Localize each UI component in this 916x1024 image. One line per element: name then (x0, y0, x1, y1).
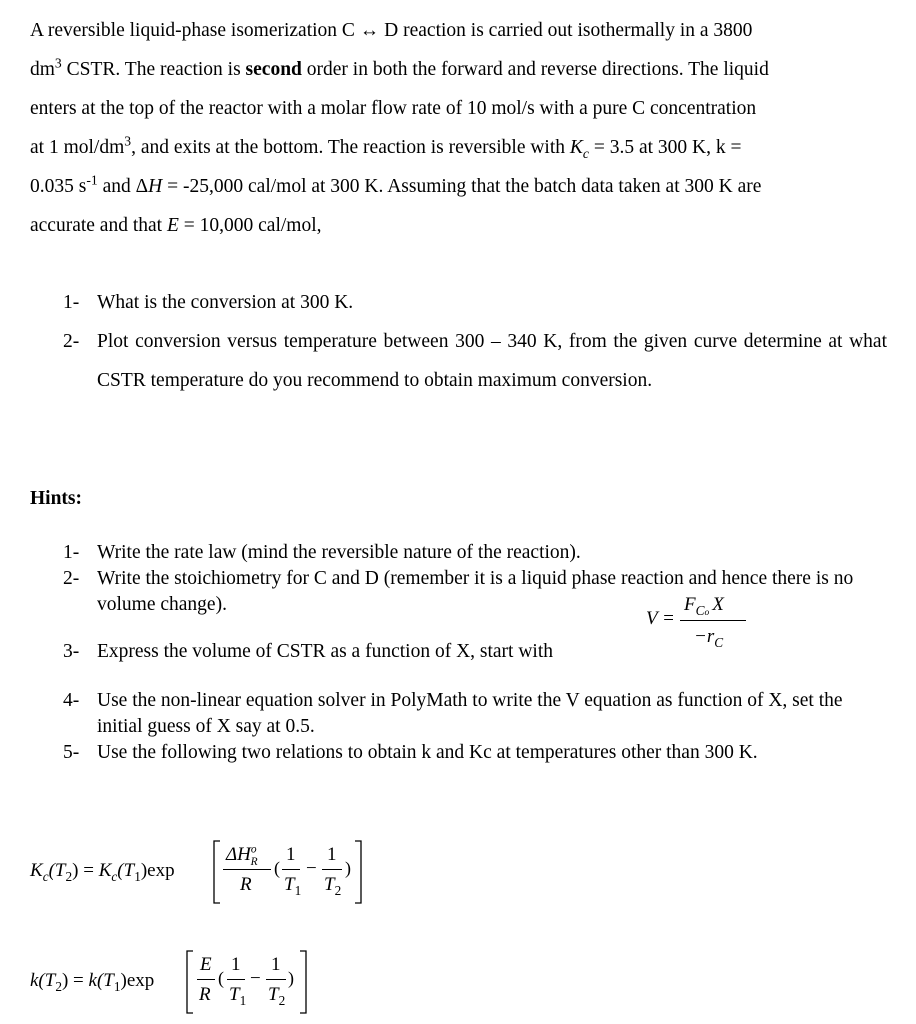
text: , and exits at the bottom. The reaction is reversible with (131, 137, 570, 158)
item-number: 4- (63, 690, 80, 711)
gas-constant: R (199, 984, 211, 1005)
fraction-bar (282, 869, 300, 870)
text: order in both the forward and reverse directions. The liquid (301, 59, 769, 80)
close-paren: ) (345, 858, 351, 878)
one: 1 (327, 844, 337, 865)
temp-symbol: (T (117, 860, 135, 881)
hint-list-top (63, 540, 887, 618)
temp-symbol: T (324, 874, 335, 895)
hint-item (63, 740, 887, 766)
problem-line-2 (30, 50, 888, 89)
hint-item-3 (63, 639, 623, 665)
superscript: 3 (54, 55, 62, 71)
t1 (229, 984, 246, 1006)
one: 1 (286, 844, 296, 865)
temp-symbol: T (229, 984, 240, 1005)
open-paren: ( (274, 858, 280, 878)
subscript: C (714, 634, 724, 650)
open-paren: ( (218, 968, 224, 988)
item-number: 3- (63, 641, 80, 662)
fraction-bar (322, 869, 342, 870)
subscript: c (111, 868, 118, 884)
text: ) = (61, 970, 89, 991)
subscript: R (250, 855, 258, 868)
conversion-symbol: X (712, 594, 724, 615)
text: = 3.5 at 300 K, k = (588, 137, 742, 158)
enthalpy-symbol: H (148, 176, 163, 197)
hint-item (63, 540, 887, 566)
right-bracket (353, 840, 363, 904)
rate-constant: k(T (88, 970, 114, 991)
item-number: 1- (63, 542, 80, 563)
energy-symbol: E (166, 215, 179, 236)
temp-symbol: (T (48, 860, 66, 881)
problem-line-3: enters at the top of the reactor with a molar flow rate of 10 mol/s with a pure C concentration (30, 98, 757, 119)
question-item (63, 322, 887, 400)
subscript: C (695, 602, 705, 618)
k-lhs (30, 970, 154, 992)
item-number: 2- (63, 331, 80, 352)
rate-constant: k(T (30, 970, 56, 991)
one: 1 (271, 954, 281, 975)
fraction-bar (227, 979, 245, 980)
text: at 1 mol/dm (30, 137, 125, 158)
subscript: 1 (134, 868, 141, 884)
left-bracket (212, 840, 222, 904)
t1 (284, 874, 301, 896)
fraction-bar (680, 620, 746, 621)
rate-symbol: −r (694, 626, 715, 647)
fraction-bar (197, 979, 215, 980)
hint-item (63, 639, 623, 665)
temp-symbol: T (268, 984, 279, 1005)
item-text: Write the rate law (mind the reversible nature of the reaction). (97, 542, 581, 563)
question-item (63, 283, 887, 322)
text: accurate and that (30, 215, 167, 236)
hint-list-bottom (63, 688, 887, 766)
flow-symbol: F (684, 594, 696, 615)
superscript: 3 (124, 133, 132, 149)
volume-lhs: V = (646, 608, 675, 629)
problem-line-5 (30, 167, 888, 206)
kc-symbol: K (569, 137, 583, 158)
fraction-bar (266, 979, 286, 980)
subscript: 2 (55, 978, 62, 994)
exp-text: )exp (140, 860, 175, 881)
left-bracket (185, 950, 195, 1014)
hints-heading: Hints: (30, 488, 83, 509)
enthalpy-symbol: ΔH (226, 844, 251, 865)
subscript: 1 (239, 992, 247, 1008)
subscript: c (42, 868, 49, 884)
exp-text: )exp (120, 970, 155, 991)
kc-equation (30, 838, 390, 908)
item-number: 2- (63, 568, 80, 589)
subscript: c (582, 145, 589, 161)
kc-numerator (226, 844, 258, 866)
problem-line-4 (30, 128, 888, 167)
text: 0.035 s (30, 176, 87, 197)
volume-equation (646, 594, 756, 656)
text: = -25,000 cal/mol at 300 K. Assuming that the batch data taken at 300 K are (162, 176, 762, 197)
t2 (268, 984, 285, 1006)
close-paren: ) (288, 968, 294, 988)
text: = 10,000 cal/mol, (178, 215, 322, 236)
item-text: What is the conversion at 300 K. (97, 292, 354, 313)
gas-constant: R (240, 874, 252, 895)
item-text: Use the non-linear equation solver in PolyMath to write the V equation as function of X, set the initial guess of X say at 0.5. (97, 690, 843, 737)
bold-text: second (245, 59, 302, 80)
item-number: 5- (63, 742, 80, 763)
text: CSTR. The reaction is (61, 59, 246, 80)
item-number: 1- (63, 292, 80, 313)
temp-symbol: T (284, 874, 295, 895)
kc-lhs (30, 860, 175, 882)
subscript: o (704, 607, 710, 618)
volume-denominator (694, 626, 723, 648)
subscript: 1 (294, 882, 302, 898)
k-equation (30, 948, 350, 1018)
right-bracket (298, 950, 308, 1014)
text: dm (30, 59, 55, 80)
item-text: Express the volume of CSTR as a function of X, start with (97, 641, 554, 662)
one: 1 (231, 954, 241, 975)
minus-sign: − (306, 858, 317, 879)
minus-sign: − (250, 968, 261, 989)
fraction-bar (223, 869, 271, 870)
superscript: -1 (86, 172, 98, 188)
text: ) = (72, 860, 99, 881)
superscript: o (250, 843, 257, 856)
item-text: Use the following two relations to obtain k and Kc at temperatures other than 300 K. (97, 742, 758, 763)
energy-symbol: E (200, 954, 212, 975)
volume-numerator (684, 594, 724, 616)
subscript: 2 (65, 868, 73, 884)
problem-line-6 (30, 206, 888, 245)
kc-symbol: K (30, 860, 43, 881)
hint-item (63, 566, 887, 618)
hint-item (63, 688, 887, 740)
t2 (324, 874, 341, 896)
item-text: Write the stoichiometry for C and D (remember it is a liquid phase reaction and hence there is no volume change). (97, 568, 854, 615)
question-list (63, 283, 887, 400)
text: and Δ (97, 176, 149, 197)
problem-statement (30, 11, 888, 245)
subscript: 2 (334, 882, 342, 898)
problem-line-1: A reversible liquid-phase isomerization C ↔ D reaction is carried out isothermally in a 3800 (30, 20, 753, 41)
item-text: Plot conversion versus temperature between 300 – 340 K, from the given curve determine at what CSTR temperature do you recommend to obtain maximum conversion. (97, 331, 887, 391)
kc-symbol: K (98, 860, 112, 881)
subscript: 1 (113, 978, 121, 994)
subscript: 2 (278, 992, 286, 1008)
